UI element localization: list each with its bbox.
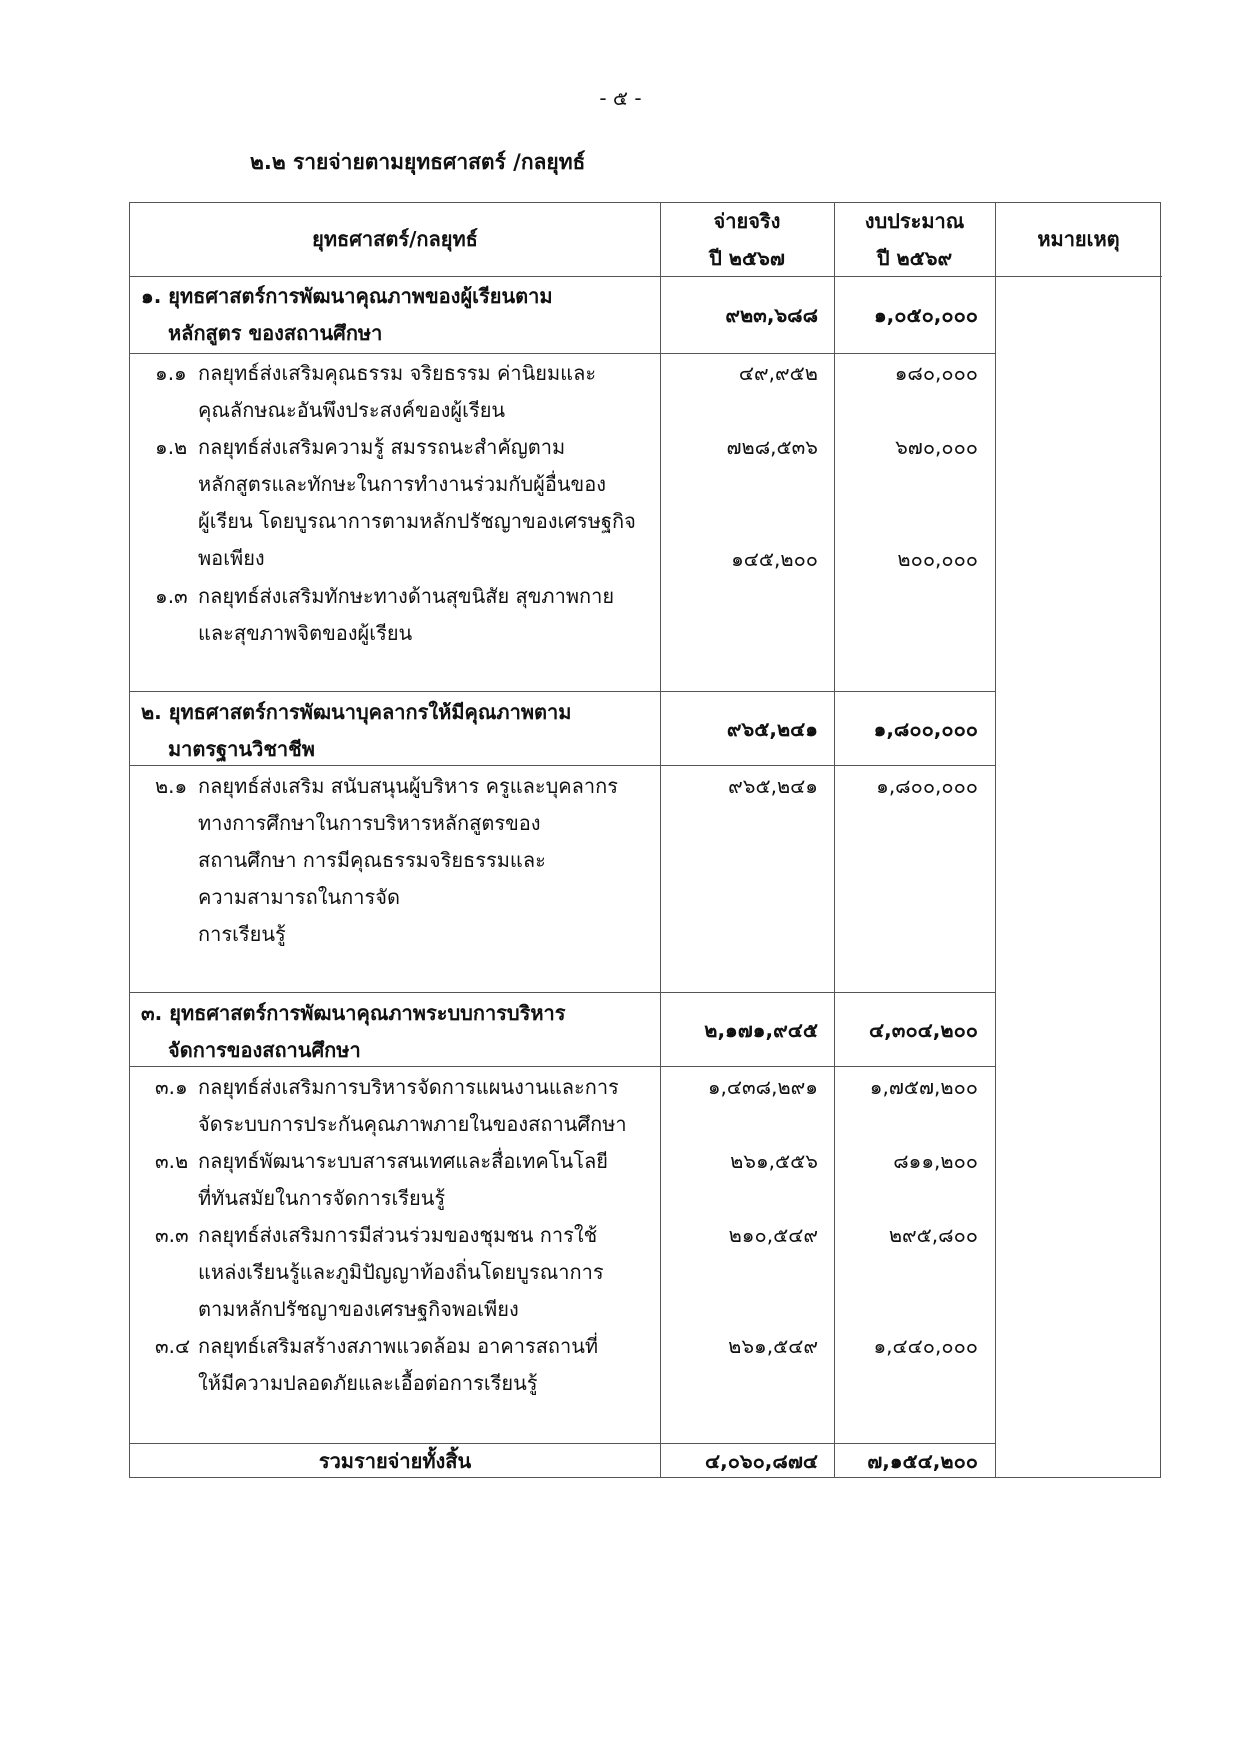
item-actual: ๑,๔๓๘,๒๙๑ [707, 1075, 818, 1099]
item-actual: ๙๖๕,๒๔๑ [728, 774, 818, 798]
group-actual: ๙๒๓,๖๘๘ [725, 303, 818, 327]
item-budget: ๑,๗๕๗,๒๐๐ [869, 1075, 978, 1099]
sub-line: ผู้เรียน โดยบูรณาการตามหลักปรัชญาของเศรษฐกิจ [198, 509, 636, 533]
header-budget [834, 203, 995, 277]
sub-line: กลยุทธ์ส่งเสริมคุณธรรม จริยธรรม ค่านิยมและ [198, 361, 597, 385]
item-budget: ๒๐๐,๐๐๐ [897, 547, 978, 571]
row-divider [130, 992, 995, 993]
col-divider [660, 203, 661, 1477]
sub-line: หลักสูตรและทักษะในการทำงานร่วมกับผู้อื่นของ [198, 472, 607, 496]
header-budget-line2: ปี ๒๕๖๙ [876, 246, 953, 270]
group-budget: ๑,๘๐๐,๐๐๐ [873, 717, 978, 741]
col-divider [995, 203, 996, 1477]
sub-line: การเรียนรู้ [198, 922, 286, 946]
sub-line: และสุขภาพจิตของผู้เรียน [198, 621, 413, 645]
sub-code: ๑.๓ [155, 584, 188, 608]
header-strategy: ยุทธศาสตร์/กลยุทธ์ [312, 227, 478, 251]
group-actual: ๒,๑๗๑,๙๔๕ [704, 1018, 818, 1042]
item-budget: ๒๙๕,๘๐๐ [888, 1223, 978, 1247]
sub-line: ทางการศึกษาในการบริหารหลักสูตรของ [198, 811, 541, 835]
total-label: รวมรายจ่ายทั้งสิ้น [318, 1449, 472, 1473]
sub-code: ๒.๑ [155, 774, 188, 798]
sub-line: ที่ทันสมัยในการจัดการเรียนรู้ [198, 1186, 446, 1210]
total-budget: ๗,๑๕๔,๒๐๐ [867, 1449, 978, 1473]
item-actual: ๒๖๑,๕๔๙ [728, 1334, 818, 1358]
strategy-title-line1: ๒. ยุทธศาสตร์การพัฒนาบุคลากรให้มีคุณภาพตาม [141, 700, 572, 724]
sub-code: ๓.๔ [155, 1334, 191, 1358]
sub-code: ๓.๑ [155, 1075, 188, 1099]
sub-line: สถานศึกษา การมีคุณธรรมจริยธรรมและ [198, 848, 546, 872]
sub-line: กลยุทธ์ส่งเสริมการบริหารจัดการแผนงานและการ [198, 1075, 619, 1099]
sub-line: คุณลักษณะอันพึงประสงค์ของผู้เรียน [198, 398, 506, 422]
sub-line: กลยุทธ์ส่งเสริมการมีส่วนร่วมของชุมชน การใช้ [198, 1223, 598, 1247]
sub-line: แหล่งเรียนรู้และภูมิปัญญาท้องถิ่นโดยบูรณาการ [198, 1260, 604, 1284]
sub-code: ๓.๓ [155, 1223, 189, 1247]
sub-line: ความสามารถในการจัด [198, 885, 400, 909]
sub-line: กลยุทธ์เสริมสร้างสภาพแวดล้อม อาคารสถานที่ [198, 1334, 599, 1358]
header-actual [660, 203, 834, 277]
item-budget: ๑,๔๔๐,๐๐๐ [873, 1334, 978, 1358]
sub-line: กลยุทธ์ส่งเสริมทักษะทางด้านสุขนิสัย สุขภาพกาย [198, 584, 615, 608]
row-divider [130, 691, 995, 692]
item-budget: ๑,๘๐๐,๐๐๐ [876, 774, 978, 798]
strategy-title-line1: ๓. ยุทธศาสตร์การพัฒนาคุณภาพระบบการบริหาร [141, 1001, 566, 1025]
strategy-title-line2: จัดการของสถานศึกษา [168, 1038, 361, 1062]
header-budget-line1: งบประมาณ [864, 209, 965, 233]
sub-line: พอเพียง [198, 546, 265, 570]
item-actual: ๑๔๕,๒๐๐ [731, 547, 818, 571]
item-budget: ๑๘๐,๐๐๐ [894, 361, 978, 385]
total-actual: ๔,๐๖๐,๘๗๔ [704, 1449, 818, 1473]
sub-code: ๓.๒ [155, 1149, 189, 1173]
item-actual: ๒๖๑,๕๕๖ [730, 1149, 818, 1173]
expense-table [129, 202, 1161, 1478]
group-budget: ๑,๐๕๐,๐๐๐ [873, 303, 978, 327]
strategy-title-line2: หลักสูตร ของสถานศึกษา [168, 321, 383, 345]
item-actual: ๗๒๘,๕๓๖ [726, 435, 818, 459]
strategy-group-2 [141, 694, 656, 768]
item-budget: ๖๗๐,๐๐๐ [895, 435, 978, 459]
header-actual-line2: ปี ๒๕๖๗ [709, 246, 785, 270]
item-actual: ๒๑๐,๕๔๙ [728, 1223, 818, 1247]
strategy-group-1 [141, 278, 656, 352]
sub-code: ๑.๒ [155, 435, 188, 459]
sub-code: ๑.๑ [155, 361, 187, 385]
sub-line: กลยุทธ์ส่งเสริม สนับสนุนผู้บริหาร ครูและบุคลากร [198, 774, 618, 798]
page-number: - ๕ - [599, 86, 642, 110]
strategy-title-line2: มาตรฐานวิชาชีพ [168, 737, 315, 761]
sub-line: ตามหลักปรัชญาของเศรษฐกิจพอเพียง [198, 1297, 519, 1321]
item-budget: ๘๑๑,๒๐๐ [893, 1149, 978, 1173]
header-actual-line1: จ่ายจริง [713, 209, 781, 233]
sub-line: ให้มีความปลอดภัยและเอื้อต่อการเรียนรู้ [198, 1371, 538, 1395]
col-divider [834, 203, 835, 1477]
strategy-title-line1: ๑. ยุทธศาสตร์การพัฒนาคุณภาพของผู้เรียนตาม [141, 284, 553, 308]
sub-line: กลยุทธ์พัฒนาระบบสารสนเทศและสื่อเทคโนโลยี [198, 1149, 608, 1173]
strategy-group-3 [141, 995, 656, 1069]
header-remark: หมายเหตุ [1037, 227, 1120, 251]
sub-line: กลยุทธ์ส่งเสริมความรู้ สมรรถนะสำคัญตาม [198, 435, 566, 459]
row-divider [130, 353, 995, 354]
group-budget: ๔,๓๐๔,๒๐๐ [869, 1018, 978, 1042]
sub-line: จัดระบบการประกันคุณภาพภายในของสถานศึกษา [198, 1112, 627, 1136]
section-title: ๒.๒ รายจ่ายตามยุทธศาสตร์ /กลยุทธ์ [250, 150, 586, 174]
row-divider [130, 276, 1162, 277]
group-actual: ๙๖๕,๒๔๑ [726, 717, 818, 741]
item-actual: ๔๙,๙๕๒ [738, 361, 818, 385]
